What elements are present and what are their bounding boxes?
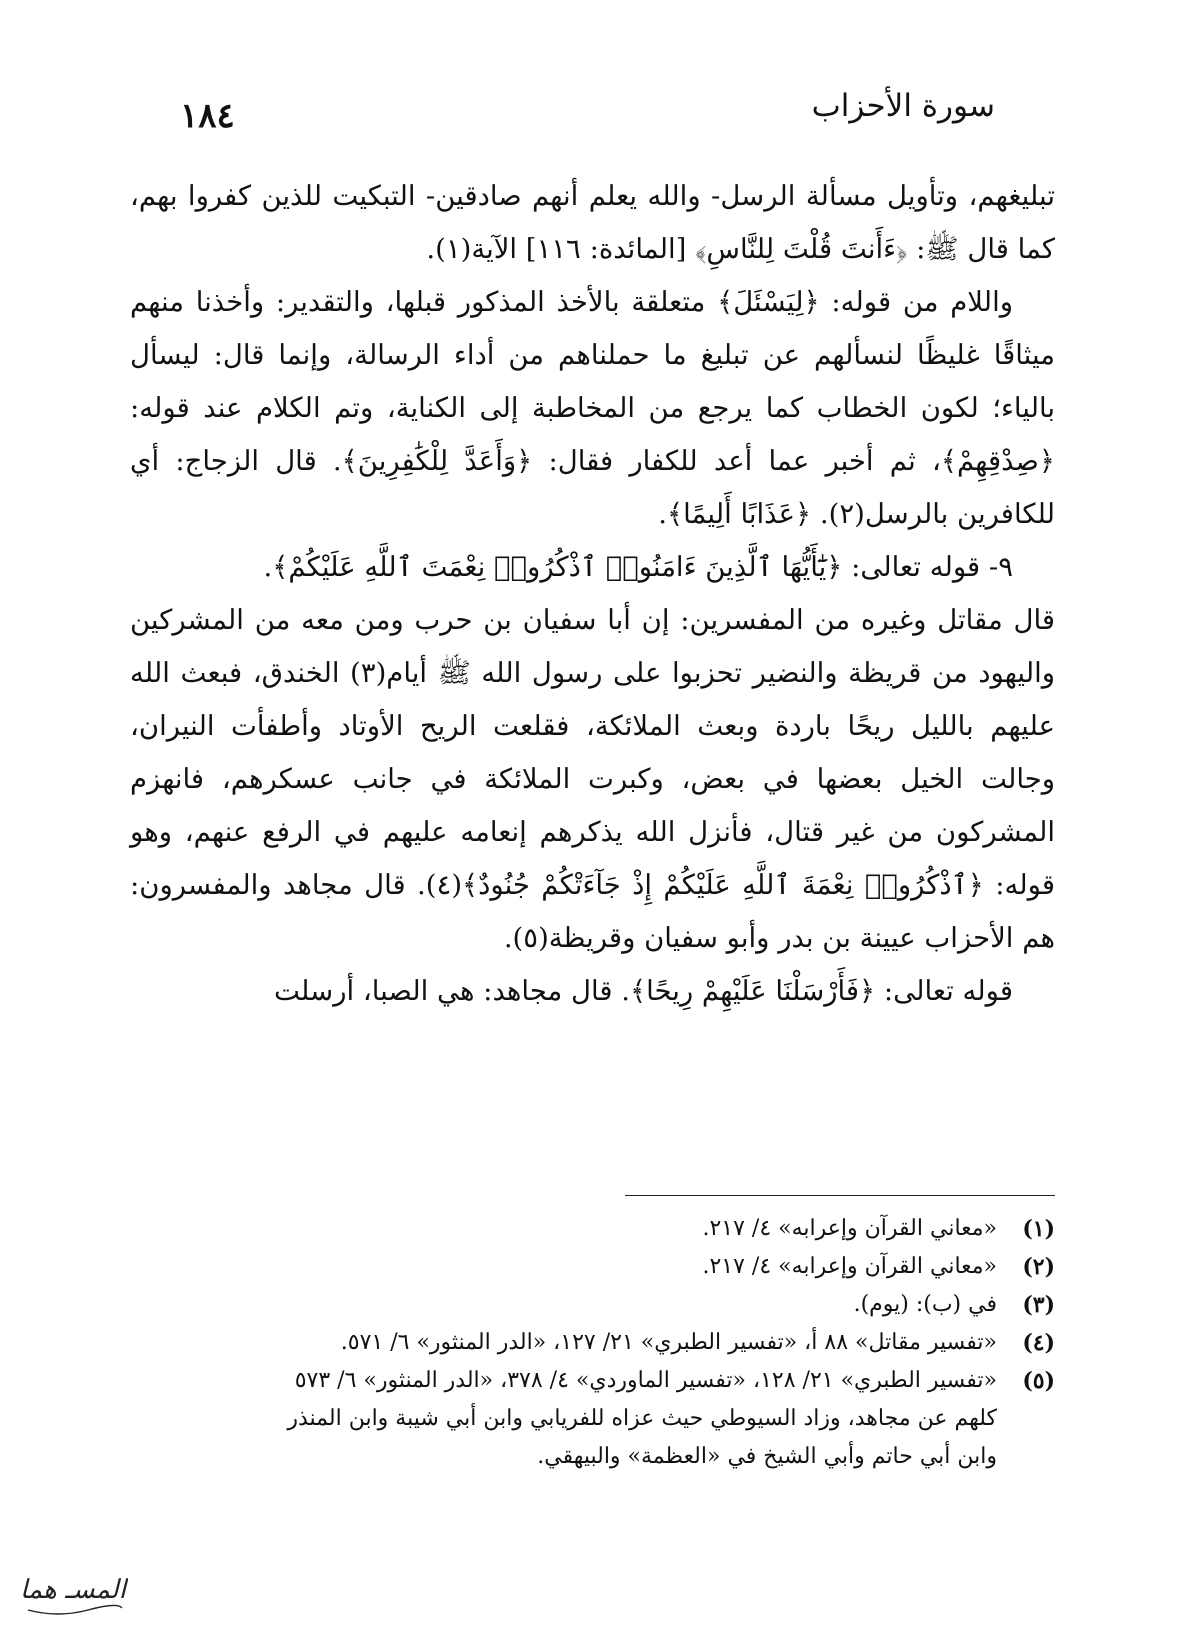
footnote-text: كلهم عن مجاهد، وزاد السيوطي حيث عزاه للفريابي وابن أبي شيبة وابن المنذر: [287, 1406, 997, 1431]
footnote-4: [130, 1324, 1055, 1362]
footnote-text: «معاني القرآن وإعرابه» ٤/ ٢١٧.: [702, 1254, 997, 1279]
paragraph-1: تبليغهم، وتأويل مسألة الرسل- والله يعلم أنهم صادقين- التبكيت للذين كفروا بهم، كما قال ﷺ: ﴿ءَأَنتَ قُلْتَ لِلنَّاسِ﴾ [المائدة: ١١٦] الآية(١).: [130, 180, 1055, 265]
footnote-number: (٢): [1022, 1254, 1055, 1280]
footnote-text: «معاني القرآن وإعرابه» ٤/ ٢١٧.: [702, 1216, 997, 1241]
surah-title: سورة الأحزاب: [811, 88, 995, 124]
footnote-divider: [625, 1195, 1055, 1196]
footnote-3: [130, 1286, 1055, 1324]
footnote-text: «تفسير مقاتل» ٨٨ أ، «تفسير الطبري» ٢١/ ١٢٧، «الدر المنثور» ٦/ ٥٧١.: [340, 1330, 997, 1355]
paragraph-2: واللام من قوله: ﴿لِيَسْئَلَ﴾ متعلقة بالأخذ المذكور قبلها، والتقدير: وأخذنا منهم ميثاقًا غليظًا لنسألهم عن تبليغ ما حملناهم من أداء الرسالة، وإنما قال: ليسأل بالياء؛ لكون الخطاب كما يرجع من المخاطبة إلى الكناية، وتم الكلام عند قوله: ﴿صِدْقِهِمْ﴾، ثم أخبر عما أعد للكفار فقال: ﴿وَأَعَدَّ لِلْكَٰفِرِينَ﴾. قال الزجاج: أي للكافرين بالرسل(٢). ﴿عَذَابًا أَلِيمًا﴾.: [130, 286, 1055, 530]
footnote-2: [130, 1248, 1055, 1286]
page-number: ١٨٤: [180, 96, 235, 136]
footnote-5: [130, 1362, 1055, 1476]
footnote-number: (٣): [1022, 1292, 1055, 1318]
paragraph-5: قوله تعالى: ﴿فَأَرْسَلْنَا عَلَيْهِمْ رِيحًا﴾. قال مجاهد: هي الصبا، أرسلت: [274, 975, 1013, 1007]
watermark-logo: [18, 1560, 128, 1630]
footnote-1: [130, 1210, 1055, 1248]
footnote-number: (٥): [1022, 1368, 1055, 1394]
paragraph-4: قال مقاتل وغيره من المفسرين: إن أبا سفيان بن حرب ومن معه من المشركين واليهود من قريظة والنضير تحزبوا على رسول الله ﷺ أيام(٣) الخندق، فبعث الله عليهم بالليل ريحًا باردة وبعث الملائكة، فقلعت الريح الأوتاد وأطفأت النيران، وجالت الخيل بعضها في بعض، وكبرت الملائكة في جانب عسكرهم، فانهزم المشركون من غير قتال، فأنزل الله يذكرهم إنعامه عليهم في الرفع عنهم، وهو قوله: ﴿ٱذْكُرُوا۟ نِعْمَةَ ٱللَّهِ عَلَيْكُمْ إِذْ جَآءَتْكُمْ جُنُودٌ﴾(٤). قال مجاهد والمفسرون: هم الأحزاب عيينة بن بدر وأبو سفيان وقريظة(٥).: [130, 604, 1055, 954]
paragraph-3-verse-9: ٩- قوله تعالى: ﴿يَٰٓأَيُّهَا ٱلَّذِينَ ءَامَنُوا۟ ٱذْكُرُوا۟ نِعْمَتَ ٱللَّهِ عَلَيْكُمْ﴾.: [263, 551, 1013, 583]
watermark-text: المسـ هما: [20, 1575, 126, 1605]
footnote-number: (٤): [1022, 1330, 1055, 1356]
footnote-number: (١): [1022, 1216, 1055, 1242]
page-header: [130, 82, 1055, 142]
footnote-text: وابن أبي حاتم وأبي الشيخ في «العظمة» والبيهقي.: [537, 1444, 997, 1469]
footnote-text: «تفسير الطبري» ٢١/ ١٢٨، «تفسير الماوردي» ٤/ ٣٧٨، «الدر المنثور» ٦/ ٥٧٣: [294, 1368, 997, 1393]
watermark-swash: [28, 1605, 122, 1614]
main-text: [130, 170, 1055, 1018]
footnote-text: في (ب): (يوم).: [853, 1292, 997, 1317]
footnotes: [130, 1210, 1055, 1476]
